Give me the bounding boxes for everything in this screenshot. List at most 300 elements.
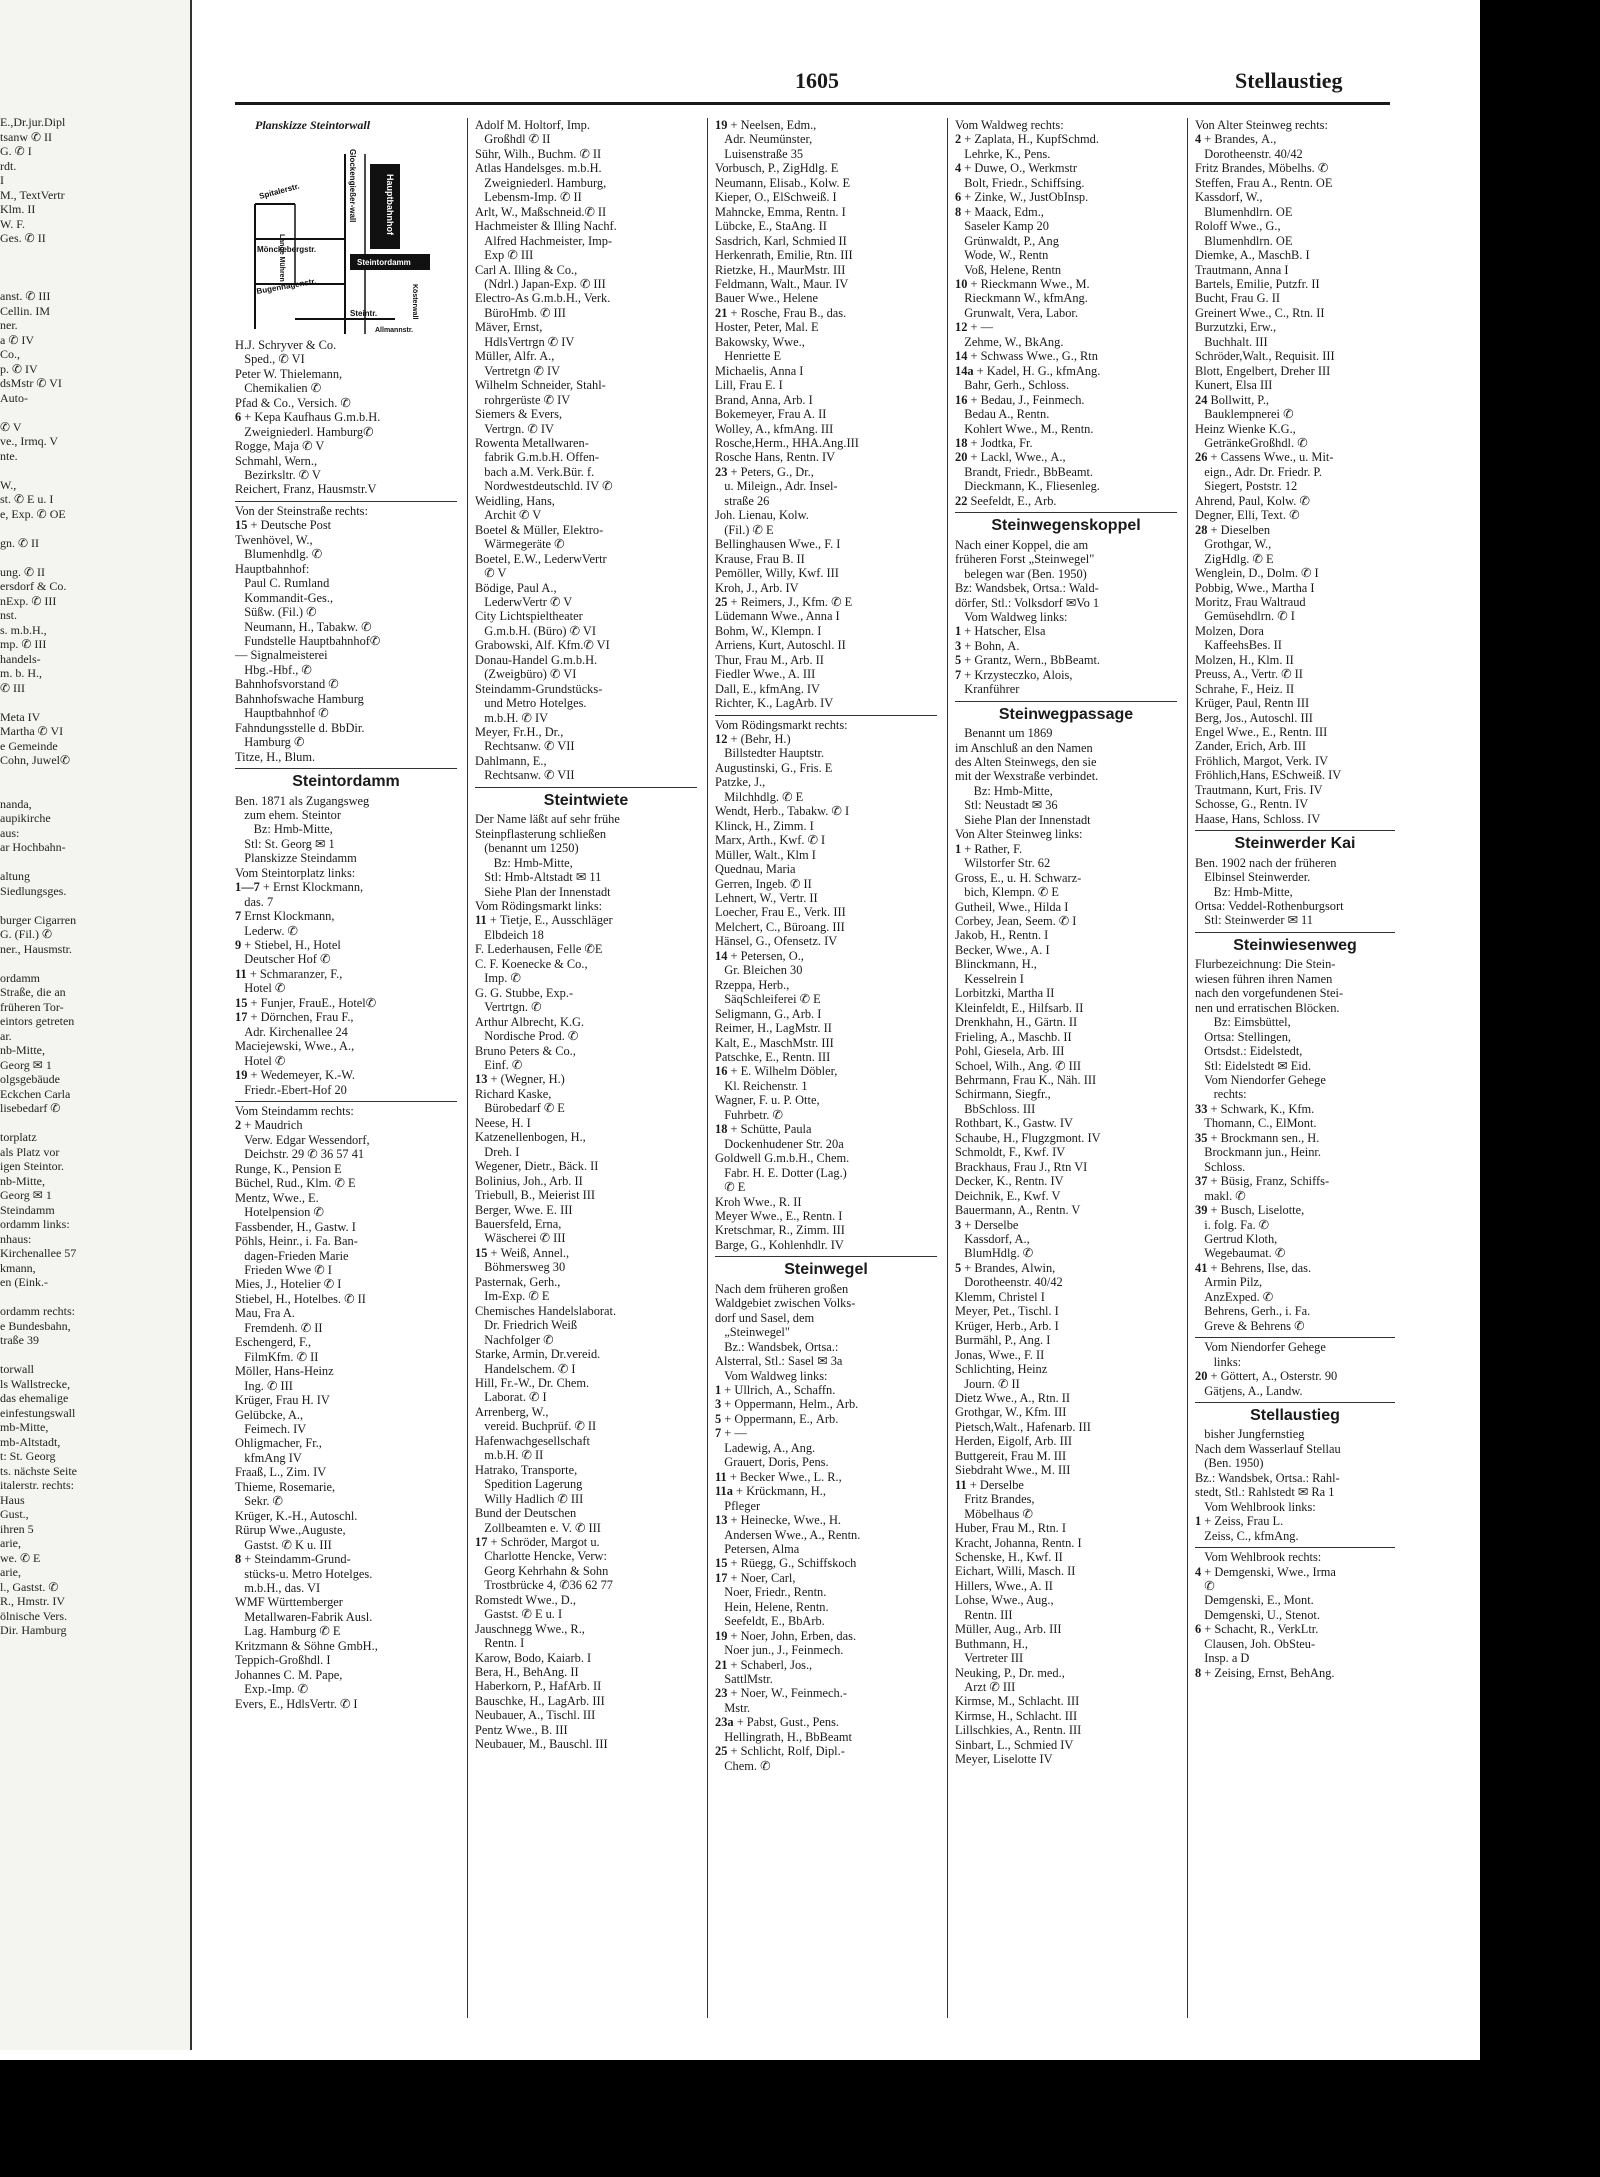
left-fragment-line: st. ✆ E u. I	[0, 492, 54, 506]
directory-entry: Molzen, H., Klm. II	[1195, 652, 1294, 667]
directory-entry: Waldgebiet zwischen Volks-	[715, 1296, 856, 1311]
directory-entry: 13 + Heinecke, Wwe., H.	[715, 1513, 842, 1528]
directory-entry: 23 + Peters, G., Dr.,	[715, 464, 814, 479]
directory-entry: rechts:	[1195, 1087, 1247, 1102]
directory-entry: Bauklempnerei ✆	[1195, 407, 1294, 422]
directory-entry: Grabowski, Alf. Kfm.✆ VI	[475, 638, 610, 653]
directory-entry: — Signalmeisterei	[235, 648, 328, 663]
directory-entry: Wendt, Herb., Tabakw. ✆ I	[715, 804, 850, 819]
directory-entry: Nach dem früheren großen	[715, 1281, 849, 1296]
left-fragment-line: torwall	[0, 1362, 34, 1376]
directory-entry: 18 + Schütte, Paula	[715, 1122, 812, 1137]
directory-entry: 39 + Busch, Liselotte,	[1195, 1203, 1305, 1218]
left-fragment-line: einfestungswall	[0, 1405, 76, 1420]
directory-entry: Vom Steintorplatz links:	[235, 865, 356, 880]
directory-entry: Grunwalt, Vera, Labor.	[955, 305, 1078, 320]
directory-entry: Siebdraht Wwe., M. III	[955, 1463, 1071, 1478]
directory-entry: Vom Niendorfer Gehege	[1195, 1073, 1326, 1087]
directory-entry: Klemm, Christel I	[955, 1289, 1045, 1304]
left-fragment-line: nb-Mitte,	[0, 1043, 45, 1057]
directory-entry: Steffen, Frau A., Rentn. OE	[1195, 175, 1333, 190]
directory-entry: Hein, Helene, Rentn.	[715, 1599, 829, 1614]
directory-entry: Charlotte Hencke, Verw:	[475, 1549, 607, 1564]
left-fragment-line: ar Hochbahn-	[0, 840, 66, 854]
directory-entry: Arlt, W., Maßschneid.✆ II	[475, 204, 607, 219]
directory-entry: 18 + Jodtka, Fr.	[955, 435, 1033, 450]
directory-entry: Krüger, Herb., Arb. I	[955, 1318, 1059, 1333]
directory-entry: Schlichting, Heinz	[955, 1362, 1048, 1377]
directory-entry: Fraaß, L., Zim. IV	[235, 1465, 327, 1480]
left-fragment-line	[0, 768, 180, 783]
directory-entry: Brand, Anna, Arb. I	[715, 392, 813, 407]
column-4	[955, 118, 1181, 2048]
left-fragment-line: eintors getreten	[0, 1014, 75, 1028]
directory-entry: HdlsVertrgn ✆ IV	[475, 334, 575, 349]
directory-entry: Hbg.-Hbf., ✆	[235, 662, 312, 677]
directory-entry: Jakob, H., Rentn. I	[955, 928, 1049, 943]
directory-entry: Journ. ✆ II	[955, 1376, 1020, 1391]
directory-entry: Feldmann, Walt., Maur. IV	[715, 276, 849, 291]
map-label: Bugenhagenstr.	[255, 277, 317, 297]
directory-entry: Bartels, Emilie, Putzfr. II	[1195, 276, 1320, 291]
directory-entry: Schoel, Wilh., Ang. ✆ III	[955, 1058, 1081, 1073]
directory-entry: 14a + Kadel, H. G., kfmAng.	[955, 363, 1101, 378]
directory-entry: Trautmann, Kurt, Fris. IV	[1195, 782, 1323, 797]
directory-entry: Dieckmann, K., Fliesenleg.	[955, 479, 1100, 494]
left-fragment-line: ordamm rechts:	[0, 1304, 75, 1318]
directory-entry: Nach dem Wasserlauf Stellau	[1195, 1441, 1341, 1456]
directory-entry: Rietzke, H., MaurMstr. III	[715, 262, 846, 277]
directory-entry: 25 + Schlicht, Rolf, Dipl.-	[715, 1744, 845, 1759]
directory-entry: 17 + Noer, Carl,	[715, 1570, 796, 1585]
directory-entry: Burzutzki, Erw.,	[1195, 320, 1277, 335]
directory-entry: 3 + Derselbe	[955, 1217, 1019, 1232]
directory-entry: Dreh. I	[475, 1144, 520, 1159]
directory-entry: Noer jun., J., Feinmech.	[715, 1643, 844, 1658]
directory-entry: Patzke, J.,	[715, 775, 766, 790]
directory-entry: Schaube, H., Flugzgmont. IV	[955, 1130, 1101, 1145]
left-fragment-line: nanda,	[0, 796, 32, 811]
directory-entry: Haase, Hans, Schloss. IV	[1195, 811, 1321, 826]
left-fragment-line: e Gemeinde	[0, 738, 58, 753]
column-divider	[947, 118, 948, 2018]
directory-entry: Hellingrath, H., BbBeamt	[715, 1729, 852, 1744]
directory-entry: Reichert, Franz, Hausmstr.V	[235, 482, 377, 497]
directory-entry: Bezirksltr. ✆ V	[235, 467, 321, 482]
directory-entry: Vom Steindamm rechts:	[235, 1104, 354, 1119]
directory-entry: Joh. Lienau, Kolw.	[715, 508, 809, 523]
left-page-text	[0, 115, 180, 2015]
directory-entry: dorf und Sasel, dem	[715, 1310, 815, 1325]
directory-entry: rohrgerüste ✆ IV	[475, 392, 571, 407]
directory-entry: straße 26	[715, 493, 770, 508]
directory-entry: Blinckmann, H.,	[955, 957, 1037, 972]
directory-entry: Barge, G., Kohlenhdlr. IV	[715, 1237, 844, 1252]
left-fragment-line: mp. ✆ III	[0, 637, 47, 651]
directory-entry: Deichstr. 29 ✆ 36 57 41	[235, 1147, 365, 1162]
directory-entry: (Ndrl.) Japan-Exp. ✆ III	[475, 276, 606, 291]
left-fragment-line: W. F.	[0, 216, 25, 231]
directory-entry: Ahrend, Paul, Kolw. ✆	[1195, 493, 1310, 508]
left-fragment-line: ts. nächste Seite	[0, 1463, 77, 1478]
section-separator	[235, 501, 457, 502]
directory-entry: 17 + Dörnchen, Frau F.,	[235, 1010, 354, 1025]
directory-entry: mit der Wexstraße verbindet.	[955, 769, 1099, 784]
left-fragment-line: gn. ✆ II	[0, 535, 40, 550]
directory-entry: 15 + Funjer, FrauE., Hotel✆	[235, 995, 377, 1010]
directory-entry: Zeiss, C., kfmAng.	[1195, 1528, 1299, 1543]
directory-entry: Boetel, E.W., LederwVertr	[475, 551, 607, 566]
directory-entry: 14 + Schwass Wwe., G., Rtn	[955, 349, 1098, 364]
column-5	[1195, 118, 1399, 2048]
directory-entry: KaffeehsBes. II	[1195, 638, 1282, 653]
directory-entry: Triebull, B., Meierist III	[475, 1188, 595, 1203]
directory-entry: Pentz Wwe., B. III	[475, 1722, 568, 1737]
directory-entry: Runge, K., Pension E	[235, 1161, 342, 1176]
left-fragment-line: m. b. H.,	[0, 666, 42, 680]
directory-entry: Carl A. Illing & Co.,	[475, 262, 578, 277]
directory-entry: Fröhlich, Margot, Verk. IV	[1195, 753, 1329, 768]
section-separator	[1195, 1337, 1395, 1338]
directory-entry: Wegebaumat. ✆	[1195, 1246, 1286, 1261]
map-label: Hauptbahnhof	[385, 174, 395, 236]
directory-entry: Richard Kaske,	[475, 1086, 552, 1101]
left-fragment-line: ersdorf & Co.	[0, 579, 67, 593]
section-separator	[475, 787, 697, 788]
directory-entry: Romstedt Wwe., D.,	[475, 1592, 576, 1607]
directory-entry: Herden, Eigolf, Arb. III	[955, 1434, 1072, 1449]
directory-entry: Armin Pilz,	[1195, 1275, 1263, 1290]
left-fragment-line: ner., Hausmstr.	[0, 941, 72, 956]
directory-entry: Hachmeister & Illing Nachf.	[475, 219, 617, 234]
directory-entry: Vom Waldweg rechts:	[955, 118, 1064, 132]
directory-entry: 1 + Rather, F.	[955, 841, 1023, 856]
directory-entry: Bahnhofsvorstand ✆	[235, 677, 339, 692]
directory-entry: Ben. 1902 nach der früheren	[1195, 855, 1337, 870]
directory-entry: Schrahe, F., Heiz. II	[1195, 681, 1295, 696]
directory-entry: Hotelpension ✆	[235, 1205, 324, 1220]
directory-entry: Möller, Hans-Heinz	[235, 1364, 334, 1379]
directory-entry: Nordische Prod. ✆	[475, 1029, 579, 1044]
directory-entry: Vom Waldweg links:	[715, 1368, 828, 1383]
directory-entry: 2 + Maudrich	[235, 1118, 303, 1133]
directory-entry: Gastst. ✆ K u. III	[235, 1537, 332, 1552]
left-fragment-line: Klm. II	[0, 202, 36, 216]
map-label: Lange Mühren	[278, 234, 285, 283]
directory-entry: Atlas Handelsges. m.b.H.	[475, 161, 602, 176]
directory-entry: Hänsel, G., Ofensetz. IV	[715, 934, 838, 949]
directory-entry: Rechtsanw. ✆ VII	[475, 768, 575, 783]
directory-entry: Rosche Hans, Rentn. IV	[715, 450, 836, 465]
left-fragment-line: anst. ✆ III	[0, 289, 51, 303]
left-page-fragment	[0, 0, 192, 2050]
directory-entry: Kritzmann & Söhne GmbH.,	[235, 1638, 378, 1653]
directory-entry: Fröhlich,Hans, ESchweiß. IV	[1195, 768, 1342, 783]
directory-entry: Lag. Hamburg ✆ E	[235, 1624, 341, 1639]
directory-entry: Fassbender, H., Gastw. I	[235, 1219, 356, 1234]
directory-entry: bach a.M. Verk.Bür. f.	[475, 464, 595, 479]
directory-entry: Mentz, Wwe., E.	[235, 1190, 319, 1205]
left-fragment-line: handels-	[0, 651, 41, 666]
directory-entry: Rowenta Metallwaren-	[475, 435, 589, 450]
scan-background	[1480, 0, 1600, 2177]
directory-entry: Dorotheenstr. 40/42	[955, 1275, 1063, 1290]
directory-entry: Arthur Albrecht, K.G.	[475, 1014, 585, 1029]
directory-entry: Jauschnegg Wwe., R.,	[475, 1621, 585, 1636]
directory-entry: Kassdorf, W.,	[1195, 190, 1263, 205]
directory-entry: ZigHdlg. ✆ E	[1195, 551, 1274, 566]
street-heading: Steintordamm	[292, 773, 400, 791]
directory-entry: Bz: Eimsbüttel,	[1195, 1015, 1291, 1030]
directory-entry: Gertrud Kloth,	[1195, 1231, 1278, 1246]
directory-entry: Thieme, Rosemarie,	[235, 1479, 336, 1494]
directory-entry: ✆	[1195, 1578, 1215, 1593]
directory-entry: F. Lederhausen, Felle ✆E	[475, 942, 603, 957]
directory-entry: Titze, H., Blum.	[235, 749, 316, 764]
street-heading: Steinwerder Kai	[1234, 835, 1356, 853]
directory-entry: 11 + Becker Wwe., L. R.,	[715, 1469, 842, 1484]
directory-entry: G.m.b.H. (Büro) ✆ VI	[475, 623, 596, 638]
directory-entry: Blumenhdlg. ✆	[235, 547, 323, 562]
directory-entry: i. folg. Fa. ✆	[1195, 1217, 1270, 1232]
directory-entry: Meyer, Pet., Tischl. I	[955, 1304, 1059, 1319]
directory-entry: Bruno Peters & Co.,	[475, 1043, 576, 1058]
directory-entry: Degner, Elli, Text. ✆	[1195, 508, 1300, 523]
left-fragment-line	[0, 1116, 180, 1131]
directory-entry: Bellinghausen Wwe., F. I	[715, 537, 841, 552]
directory-entry: 11 + Tietje, E., Ausschläger	[475, 913, 613, 928]
directory-entry: FilmKfm. ✆ II	[235, 1349, 319, 1364]
directory-entry: Zander, Erich, Arb. III	[1195, 739, 1306, 754]
left-fragment-line: ✆ V	[0, 419, 22, 434]
directory-entry: 8 + Zeising, Ernst, BehAng.	[1195, 1665, 1335, 1680]
directory-entry: Peter W. Thielemann,	[235, 366, 343, 381]
directory-entry: Wilstorfer Str. 62	[955, 856, 1051, 871]
directory-entry: WMF Württemberger	[235, 1595, 343, 1610]
directory-entry: eign., Adr. Dr. Friedr. P.	[1195, 464, 1323, 479]
left-fragment-line: dsMstr ✆ VI	[0, 376, 62, 390]
directory-entry: Pasternak, Gerh.,	[475, 1274, 561, 1289]
left-fragment-line: Co.,	[0, 347, 21, 361]
directory-entry: Bz: Wandsbek, Ortsa.: Wald-	[955, 581, 1099, 596]
directory-entry: Planskizze Steindamm	[235, 851, 357, 866]
directory-entry: Nach einer Koppel, die am	[955, 537, 1089, 552]
directory-entry: Meyer Wwe., E., Rentn. I	[715, 1208, 843, 1223]
left-fragment-line: ihren 5	[0, 1521, 34, 1536]
directory-entry: Starke, Armin, Dr.vereid.	[475, 1347, 601, 1362]
directory-entry: Corbey, Jean, Seem. ✆ I	[955, 914, 1077, 929]
directory-entry: Kommandit-Ges.,	[235, 590, 334, 605]
directory-entry: Mäver, Ernst,	[475, 320, 543, 335]
street-heading: Steinwegel	[784, 1261, 868, 1279]
directory-entry: Bauersfeld, Erna,	[475, 1216, 562, 1231]
directory-entry: 11 + Derselbe	[955, 1477, 1024, 1492]
directory-entry: Molzen, Dora	[1195, 623, 1264, 638]
directory-entry: Sped., ✆ VI	[235, 352, 305, 367]
directory-entry: Hauptbahnhof:	[235, 561, 310, 576]
directory-entry: Buttgereit, Frau M. III	[955, 1448, 1067, 1463]
left-fragment-line: früheren Tor-	[0, 999, 64, 1014]
left-fragment-line: Auto-	[0, 390, 28, 405]
directory-entry: Zweigniederl. Hamburg,	[475, 175, 607, 190]
directory-entry: Vom Waldweg links:	[955, 609, 1068, 624]
directory-entry: Brackhaus, Frau J., Rtn VI	[955, 1159, 1088, 1174]
directory-entry: Pobbig, Wwe., Martha I	[1195, 580, 1315, 595]
directory-entry: Pietsch,Walt., Hafenarb. III	[955, 1419, 1091, 1434]
left-fragment-line: arie,	[0, 1565, 21, 1579]
directory-entry: Greve & Behrens ✆	[1195, 1318, 1305, 1333]
directory-entry: Dockenhudener Str. 20a	[715, 1136, 844, 1151]
column-2	[475, 118, 701, 2048]
left-fragment-line: lisebedarf ✆	[0, 1101, 61, 1115]
directory-entry: Schmahl, Wern.,	[235, 453, 318, 468]
directory-entry: G. G. Stubbe, Exp.-	[475, 985, 574, 1000]
left-fragment-line: G. (Fil.) ✆	[0, 927, 53, 941]
directory-entry: Stl: Eidelstedt ✉ Eid.	[1195, 1058, 1312, 1073]
directory-entry: ✆ E	[715, 1180, 746, 1195]
directory-entry: Reimer, H., LagMstr. II	[715, 1021, 832, 1036]
directory-entry: Handelschem. ✆ I	[475, 1361, 576, 1376]
directory-entry: Clausen, Joh. ObSteu-	[1195, 1636, 1316, 1651]
directory-entry: Exp.-Imp. ✆	[235, 1682, 309, 1697]
directory-entry: Lorbitzki, Martha II	[955, 986, 1055, 1001]
directory-entry: Drenkhahn, H., Gärtn. II	[955, 1015, 1078, 1030]
directory-entry: Spedition Lagerung	[475, 1477, 583, 1492]
left-fragment-line: Ges. ✆ II	[0, 231, 46, 245]
directory-entry: Melchert, C., Büroang. III	[715, 919, 845, 934]
left-fragment-line: Georg ✉ 1	[0, 1188, 52, 1202]
left-fragment-line: aupikirche	[0, 811, 51, 825]
directory-entry: Huber, Frau M., Rtn. I	[955, 1521, 1067, 1536]
directory-entry: Thur, Frau M., Arb. II	[715, 652, 824, 667]
section-separator	[1195, 932, 1395, 933]
left-fragment-line: kmann,	[0, 1260, 36, 1275]
directory-entry: Vom Wehlbrook rechts:	[1195, 1550, 1322, 1565]
left-fragment-line: Straße, die an	[0, 985, 66, 999]
directory-entry: Neumann, Elisab., Kolw. E	[715, 175, 851, 190]
directory-entry: 41 + Behrens, Ilse, das.	[1195, 1260, 1312, 1275]
directory-entry: bisher Jungfernstieg	[1195, 1427, 1305, 1442]
directory-entry: 7 + —	[715, 1426, 747, 1441]
left-fragment-line: italerstr. rechts:	[0, 1478, 74, 1492]
directory-entry: Blumenhdlrn. OE	[1195, 204, 1293, 219]
directory-entry: Evers, E., HdlsVertr. ✆ I	[235, 1696, 358, 1711]
directory-entry: stücks-u. Metro Hotelges.	[235, 1566, 373, 1581]
directory-entry: Adr. Kirchenallee 24	[235, 1024, 348, 1039]
column-3	[715, 118, 941, 2048]
directory-entry: Siehe Plan der Innenstadt	[955, 812, 1091, 827]
section-separator	[1195, 1547, 1395, 1548]
directory-entry: Dorotheenstr. 40/42	[1195, 146, 1303, 161]
directory-entry: Alfred Hachmeister, Imp-	[475, 233, 613, 248]
directory-entry: 3 + Bohn, A.	[955, 638, 1020, 653]
directory-entry: Stl: Neustadt ✉ 36	[955, 798, 1058, 813]
directory-entry: Lillschkies, A., Rentn. III	[955, 1723, 1082, 1738]
directory-entry: Kroh, J., Arb. IV	[715, 580, 799, 595]
directory-entry: Ben. 1871 als Zugangsweg	[235, 793, 370, 808]
directory-entry: Vom Niendorfer Gehege	[1195, 1340, 1326, 1355]
directory-entry: BlumHdlg. ✆	[955, 1246, 1034, 1261]
directory-entry: Schosse, G., Rentn. IV	[1195, 797, 1309, 812]
section-separator	[715, 715, 937, 716]
left-fragment-line: nExp. ✆ III	[0, 593, 57, 608]
directory-entry: 15 + Deutsche Post	[235, 518, 332, 533]
directory-entry: Brockmann jun., Heinr.	[1195, 1145, 1321, 1160]
directory-entry: Fritz Brandes,	[955, 1492, 1035, 1507]
directory-entry: Nachfolger ✆	[475, 1332, 554, 1347]
directory-entry: Loecher, Frau E., Verk. III	[715, 905, 846, 920]
directory-entry: Rürup Wwe.,Auguste,	[235, 1523, 346, 1538]
directory-entry: Donau-Handel G.m.b.H.	[475, 652, 598, 667]
left-fragment-line: Georg ✉ 1	[0, 1057, 52, 1072]
directory-entry: Hauptbahnhof ✆	[235, 706, 329, 721]
directory-entry: 4 + Duwe, O., Werkmstr	[955, 161, 1077, 176]
left-fragment-line: torplatz	[0, 1130, 37, 1144]
directory-entry: Rentn. III	[955, 1607, 1013, 1622]
left-fragment-line: mb-Altstadt,	[0, 1434, 61, 1449]
directory-entry: (Fil.) ✆ E	[715, 522, 774, 537]
directory-entry: Wäscherei ✆ III	[475, 1231, 566, 1246]
directory-entry: Bahr, Gerh., Schloss.	[955, 378, 1070, 393]
directory-entry: Hafenwachgesellschaft	[475, 1433, 590, 1448]
directory-entry: Paul C. Rumland	[235, 576, 330, 591]
directory-entry: Hatrako, Transporte,	[475, 1462, 578, 1477]
directory-entry: 1 + Zeiss, Frau L.	[1195, 1514, 1284, 1529]
directory-entry: LederwVertr ✆ V	[475, 594, 573, 609]
directory-entry: Krause, Frau B. II	[715, 551, 805, 566]
directory-entry: 5 + Oppermann, E., Arb.	[715, 1411, 839, 1426]
directory-entry: Gastst. ✆ E u. I	[475, 1607, 563, 1622]
directory-entry: Zweigniederl. Hamburg✆	[235, 424, 374, 439]
directory-entry: links:	[1195, 1354, 1242, 1369]
directory-entry: Von der Steinstraße rechts:	[235, 503, 368, 518]
column-divider	[1187, 118, 1188, 2018]
directory-entry: Sasdrich, Karl, Schmied II	[715, 233, 847, 248]
directory-entry: 12 + (Behr, H.)	[715, 732, 791, 747]
directory-entry: 28 + Dieselben	[1195, 522, 1271, 537]
left-fragment-line: nte.	[0, 448, 18, 463]
directory-entry: Goldwell G.m.b.H., Chem.	[715, 1151, 850, 1166]
directory-entry: Brandt, Friedr., BbBeamt.	[955, 464, 1094, 479]
directory-entry: Neumann, H., Tabakw. ✆	[235, 619, 372, 634]
directory-entry: Boetel & Müller, Elektro-	[475, 522, 604, 537]
directory-entry: Dr. Friedrich Weiß	[475, 1318, 578, 1333]
directory-entry: vereid. Buchprüf. ✆ II	[475, 1419, 597, 1434]
directory-entry: Böhmersweg 30	[475, 1260, 566, 1275]
left-fragment-line: Meta IV	[0, 709, 41, 724]
directory-entry: Meyer, Fr.H., Dr.,	[475, 725, 564, 740]
directory-entry: 25 + Reimers, J., Kfm. ✆ E	[715, 594, 853, 609]
left-fragment-line: rdt.	[0, 158, 17, 173]
directory-entry: Buchhalt. III	[1195, 334, 1268, 349]
left-fragment-line: l., Gastst. ✆	[0, 1579, 59, 1594]
directory-entry: Sinbart, L., Schmied IV	[955, 1737, 1074, 1752]
directory-entry: Bauschke, H., LagArb. III	[475, 1693, 605, 1708]
directory-entry: Steindamm-Grundstücks-	[475, 681, 603, 696]
left-fragment-line: tsanw ✆ II	[0, 129, 53, 144]
directory-entry: Berger, Wwe. E. III	[475, 1202, 573, 1217]
directory-entry: Seligmann, G., Arb. I	[715, 1006, 822, 1021]
directory-entry: wiesen führen ihren Namen	[1195, 971, 1333, 986]
left-fragment-line: das ehemalige	[0, 1391, 69, 1405]
directory-entry: Gutheil, Wwe., Hilda I	[955, 899, 1069, 914]
directory-entry: Benannt um 1869	[955, 726, 1053, 741]
street-heading: Steinwiesenweg	[1233, 936, 1357, 954]
directory-entry: Siemers & Evers,	[475, 407, 563, 422]
left-fragment-line: nhaus:	[0, 1231, 32, 1246]
directory-entry: Bohm, W., Klempn. I	[715, 623, 822, 638]
left-fragment-line	[0, 1290, 180, 1305]
